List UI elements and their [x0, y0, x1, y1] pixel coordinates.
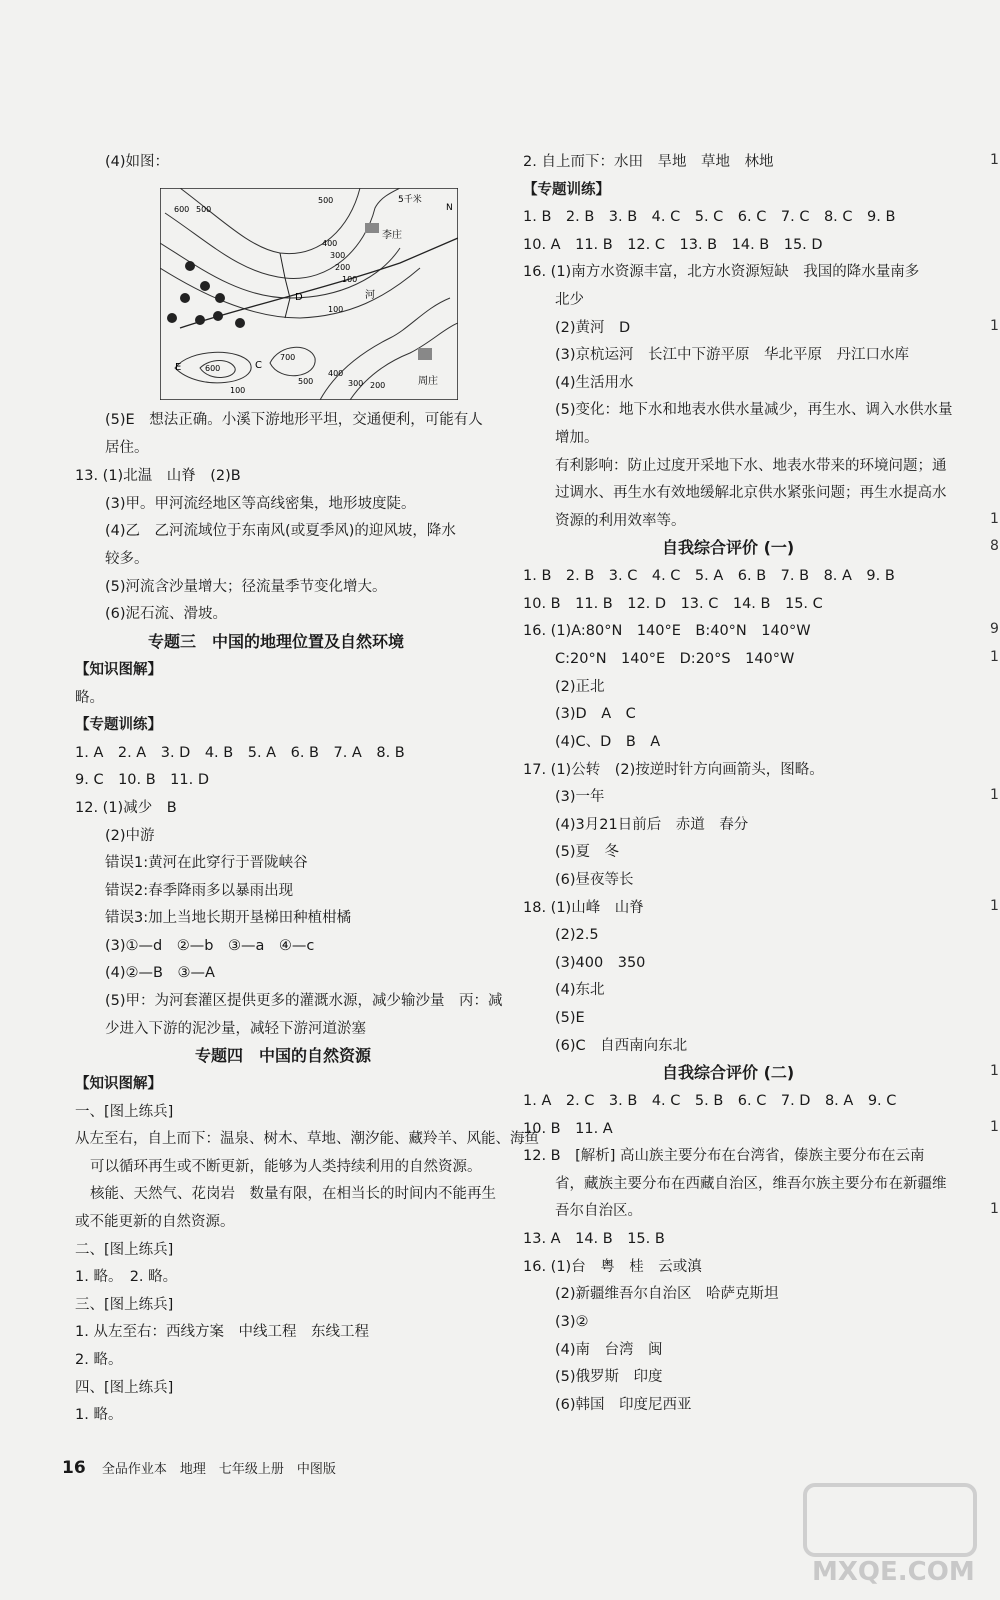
right-line: 有利影响：防止过度开采地下水、地表水带来的环境问题；通 [555, 458, 947, 474]
left-line: 专题三 中国的地理位置及自然环境 [148, 632, 405, 651]
contour-label-500b: 500 [318, 196, 334, 205]
right-line: (2)正北 [555, 679, 605, 695]
label-E: E [175, 362, 182, 373]
contour-label-200b: 200 [370, 381, 386, 390]
left-line: 一、[图上练兵] [75, 1104, 174, 1120]
right-line: 10. A 11. B 12. C 13. B 14. B 15. D [523, 237, 823, 253]
right-line: 16. (1)A:80°N 140°E B:40°N 140°W [523, 623, 811, 639]
right-line: 自我综合评价 (一) [662, 538, 795, 557]
left-line: 略。 [75, 690, 104, 706]
right-line: 2. 自上而下：水田 旱地 草地 林地 [523, 154, 774, 170]
right-line: 吾尔自治区。 [555, 1203, 642, 1219]
left-line: (4)乙 乙河流域位于东南风(或夏季风)的迎风坡，降水 [105, 523, 456, 539]
left-line: (5)河流含沙量增大；径流量季节变化增大。 [105, 579, 387, 595]
left-line: (4)如图： [105, 154, 170, 170]
edge-number: 1 [990, 152, 999, 168]
right-line: 资源的利用效率等。 [555, 513, 686, 529]
right-line: (5)俄罗斯 印度 [555, 1369, 663, 1385]
contour-label-500c: 500 [298, 377, 314, 386]
right-line: 10. B 11. B 12. D 13. C 14. B 15. C [523, 596, 823, 612]
right-line: (3)② [555, 1314, 589, 1330]
right-line: (2)2.5 [555, 927, 599, 943]
left-line: 从左至右，自上而下：温泉、树木、草地、潮汐能、藏羚羊、风能、海鱼 [75, 1131, 539, 1147]
zhouzhuang-marker [418, 348, 432, 360]
right-line: (3)一年 [555, 789, 605, 805]
map-scale: 5千米 [398, 195, 422, 205]
edge-number: 1 [990, 649, 999, 665]
contour-label-100b: 100 [328, 305, 344, 314]
right-line: (5)变化：地下水和地表水供水量减少，再生水、调入水供水量 [555, 402, 953, 418]
left-line: 13. (1)北温 山脊 (2)B [75, 468, 241, 484]
left-line: (2)中游 [105, 828, 155, 844]
left-line: (3)①—d ②—b ③—a ④—c [105, 938, 315, 954]
right-line: (4)南 台湾 闽 [555, 1342, 663, 1358]
contour-label-400b: 400 [328, 369, 344, 378]
left-line: 较多。 [105, 551, 149, 567]
right-line: (4)C、D B A [555, 734, 661, 750]
watermark-text: MXQE.COM [812, 1557, 975, 1587]
left-line: 错误3:加上当地长期开垦梯田种植柑橘 [105, 910, 352, 926]
contour-label-300b: 300 [348, 379, 364, 388]
edge-number: 1 [990, 1063, 999, 1079]
right-line: (5)夏 冬 [555, 844, 620, 860]
right-line: 1. B 2. B 3. B 4. C 5. C 6. C 7. C 8. C 9. B [523, 209, 896, 225]
right-line: 增加。 [555, 430, 599, 446]
right-line: (6)昼夜等长 [555, 872, 634, 888]
contour-label-200: 200 [335, 263, 351, 272]
edge-number: 1 [990, 787, 999, 803]
contour-label-500: 500 [196, 205, 212, 214]
edge-number: 1 [990, 898, 999, 914]
watermark-logo [800, 1480, 980, 1590]
left-line: 居住。 [105, 440, 149, 456]
left-line: 或不能更新的自然资源。 [75, 1214, 235, 1230]
right-line: 18. (1)山峰 山脊 [523, 900, 644, 916]
right-line: 13. A 14. B 15. B [523, 1231, 665, 1247]
right-line: C:20°N 140°E D:20°S 140°W [555, 651, 795, 667]
label-river: 河 [365, 290, 375, 301]
ridge-line [280, 253, 290, 318]
lizhuang-marker [365, 223, 379, 233]
right-line: 省，藏族主要分布在西藏自治区，维吾尔族主要分布在新疆维 [555, 1176, 947, 1192]
right-line: 10. B 11. A [523, 1121, 613, 1137]
right-line: (4)生活用水 [555, 375, 634, 391]
right-line: 12. B [解析] 高山族主要分布在台湾省，傣族主要分布在云南 [523, 1148, 925, 1164]
label-C: C [255, 360, 262, 371]
right-line: (4)东北 [555, 982, 605, 998]
right-line: 16. (1)南方水资源丰富，北方水资源短缺 我国的降水量南多 [523, 264, 920, 280]
label-lizhuang: 李庄 [382, 230, 402, 241]
left-line: 1. 略。 2. 略。 [75, 1269, 178, 1285]
contour-label-400: 400 [322, 239, 338, 248]
right-line: (6)C 自西南向东北 [555, 1038, 688, 1054]
left-line: 【知识图解】 [75, 662, 162, 678]
left-line: 可以循环再生或不断更新，能够为人类持续利用的自然资源。 [90, 1159, 482, 1175]
left-line: 9. C 10. B 11. D [75, 772, 210, 788]
left-line: 1. 略。 [75, 1407, 123, 1423]
left-line: (5)E 想法正确。小溪下游地形平坦，交通便利，可能有人 [105, 412, 483, 428]
edge-number: 1 [990, 511, 999, 527]
label-D: D [295, 292, 303, 303]
contour-label-100: 100 [342, 275, 358, 284]
left-line: 1. 从左至右：西线方案 中线工程 东线工程 [75, 1324, 369, 1340]
left-line: 四、[图上练兵] [75, 1380, 174, 1396]
right-line: (5)E [555, 1010, 585, 1026]
right-line: 自我综合评价 (二) [662, 1063, 795, 1082]
right-line: 北少 [555, 292, 584, 308]
contour-map [160, 188, 458, 400]
left-line: 二、[图上练兵] [75, 1242, 174, 1258]
right-line: (4)3月21日前后 赤道 春分 [555, 817, 749, 833]
right-line: 17. (1)公转 (2)按逆时针方向画箭头，图略。 [523, 762, 824, 778]
left-line: 错误1:黄河在此穿行于晋陇峡谷 [105, 855, 308, 871]
left-line: 【知识图解】 [75, 1076, 162, 1092]
edge-number: 8 [990, 538, 999, 554]
footer-text: 全品作业本 地理 七年级上册 中图版 [101, 1462, 336, 1477]
left-line: 1. A 2. A 3. D 4. B 5. A 6. B 7. A 8. B [75, 745, 405, 761]
left-line: 三、[图上练兵] [75, 1297, 174, 1313]
edge-number: 1 [990, 1119, 999, 1135]
right-line: (3)京杭运河 长江中下游平原 华北平原 丹江口水库 [555, 347, 910, 363]
edge-number: 9 [990, 621, 999, 637]
edge-number: 1 [990, 1201, 999, 1217]
left-line: 错误2:春季降雨多以暴雨出现 [105, 883, 294, 899]
left-line: 2. 略。 [75, 1352, 123, 1368]
right-line: 【专题训练】 [523, 182, 610, 198]
right-line: (2)黄河 D [555, 320, 631, 336]
right-line: (3)400 350 [555, 955, 646, 971]
label-zhouzhuang: 周庄 [418, 376, 438, 387]
left-line: (6)泥石流、滑坡。 [105, 606, 228, 622]
left-line: 核能、天然气、花岗岩 数量有限，在相当长的时间内不能再生 [90, 1186, 496, 1202]
contour-label-100c: 100 [230, 386, 246, 395]
left-line: 专题四 中国的自然资源 [195, 1046, 372, 1065]
right-line: 1. B 2. B 3. C 4. C 5. A 6. B 7. B 8. A 9. B [523, 568, 895, 584]
right-line: (3)D A C [555, 706, 636, 722]
right-line: (6)韩国 印度尼西亚 [555, 1397, 692, 1413]
right-line: 16. (1)台 粤 桂 云或滇 [523, 1259, 702, 1275]
page-footer [62, 1458, 336, 1478]
left-line: (3)甲。甲河流经地区等高线密集，地形坡度陡。 [105, 496, 416, 512]
right-line: 过调水、再生水有效地缓解北京供水紧张问题；再生水提高水 [555, 485, 947, 501]
left-line: 少进入下游的泥沙量，减轻下游河道淤塞 [105, 1021, 366, 1037]
left-line: (4)②—B ③—A [105, 965, 215, 981]
contour-label-300: 300 [330, 251, 346, 260]
contour-label-600b: 600 [205, 364, 221, 373]
edge-number: 1 [990, 318, 999, 334]
contour-label-600: 600 [174, 205, 190, 214]
left-line: (5)甲：为河套灌区提供更多的灌溉水源，减少输沙量 丙：减 [105, 993, 503, 1009]
page-number: 16 [62, 1458, 86, 1478]
left-line: 12. (1)减少 B [75, 800, 177, 816]
north-arrow-icon: N [446, 203, 453, 213]
right-line: (2)新疆维吾尔自治区 哈萨克斯坦 [555, 1286, 779, 1302]
contour-label-700: 700 [280, 353, 296, 362]
left-line: 【专题训练】 [75, 717, 162, 733]
right-line: 1. A 2. C 3. B 4. C 5. B 6. C 7. D 8. A 9. C [523, 1093, 897, 1109]
